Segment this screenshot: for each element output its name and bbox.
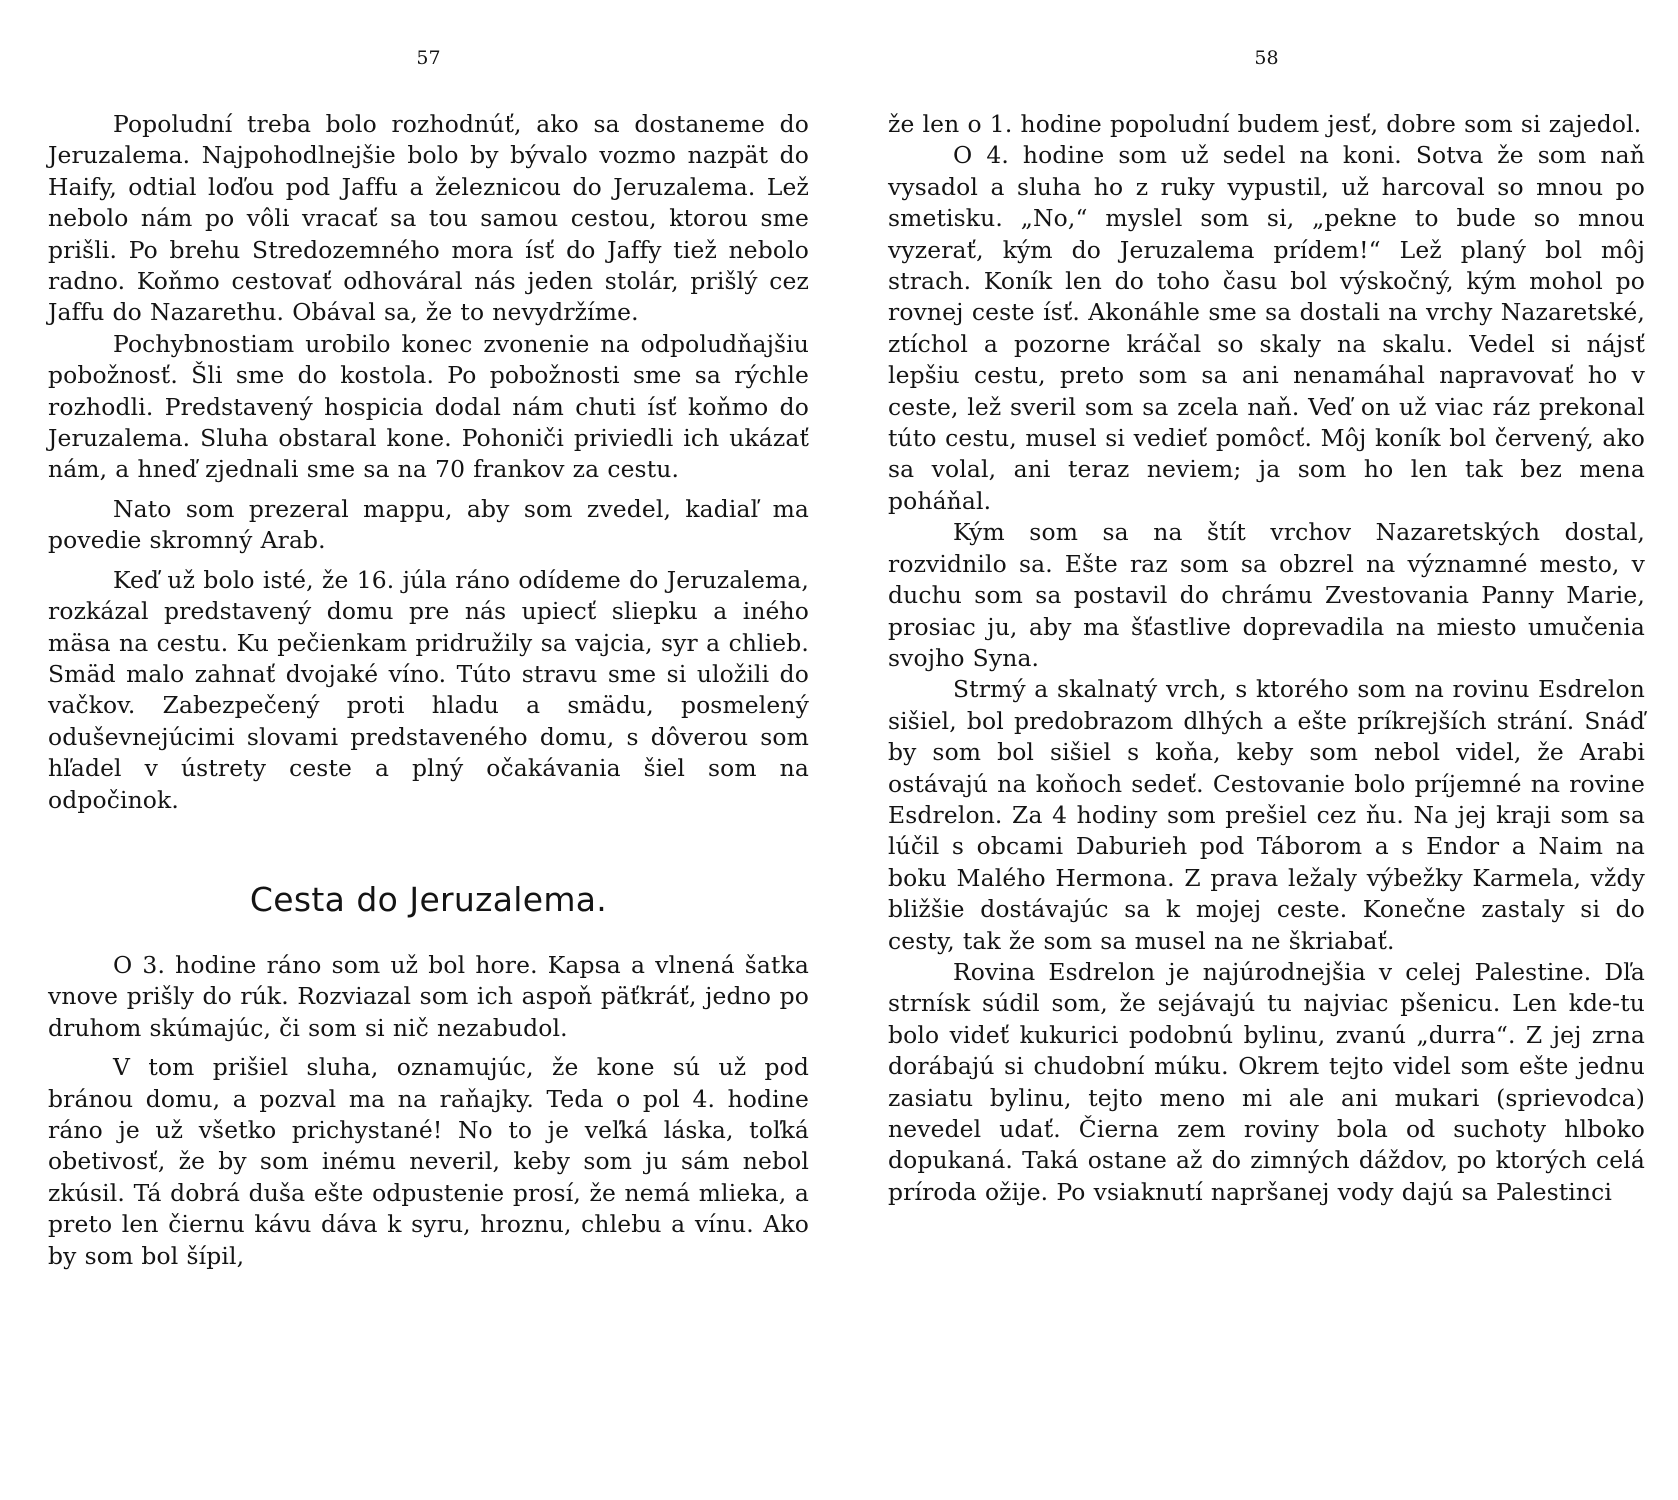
paragraph: Keď už bolo isté, že 16. júla ráno odídeme do Jeruzalema, rozkázal predstavený domu pre nás upiecť sliepku a iného mäsa na cestu. Ku pečienkam pridružily sa vajcia, syr a chlieb. Smäd malo zahnať dvojaké víno. Túto stravu sme si uložili do vačkov. Zabezpečený proti hladu a smädu, posmelený oduševnejúcimi slovami predstaveného domu, s dôverou som hľadel v ústrety ceste a plný očakávania šiel som na odpočinok. [48,565,809,814]
paragraph: Popoludní treba bolo rozhodnúť, ako sa dostaneme do Jeruzalema. Najpohodlnejšie bolo by bývalo vozmo nazpät do Haify, odtial loďou pod Jaffu a železnicou do Jeruzalema. Lež nebolo nám po vôli vracať sa tou samou cestou, ktorou sme prišli. Po brehu Stredozemného mora ísť do Jaffy tiež nebolo radno. Koňmo cestovať odhováral nás jeden stolár, prišlý cez Jaffu do Nazarethu. Obával sa, že to nevydržíme. [48,110,809,327]
page-number-right: 58 [1254,47,1279,69]
paragraph: O 4. hodine som už sedel na koni. Sotva že som naň vysadol a sluha ho z ruky vypustil, už harcoval so mnou po smetisku. „No,“ myslel som si, „pekne to bude so mnou vyzerať, kým do Jeruzalema prídem!“ Lež planý bol môj strach. Koník len do toho času bol výskočný, kým mohol po rovnej ceste ísť. Akonáhle sme sa dostali na vrchy Nazaretské, ztíchol a pozorne kráčal so skaly na skalu. Vedel si nájsť lepšiu cestu, preto som sa ani nenamáhal napravovať ho v ceste, lež sveril som sa zcela naň. Veď on už viac ráz prekonal túto cestu, musel si vedieť pomôcť. Môj koník bol červený, ako sa volal, ani teraz neviem; ja som ho len tak bez mena poháňal. [888,141,1645,515]
paragraph: Rovina Esdrelon je najúrodnejšia v celej Palestine. Dľa strnísk súdil som, že sejávajú tu najviac pšenicu. Len kde-tu bolo videť kukurici podobnú bylinu, zvanú „durra“. Z jej zrna dorábajú si chudobní múku. Okrem tejto videl som ešte jednu zasiatu bylinu, tejto meno mi ale ani mukari (sprievodca) nevedel udať. Čierna zem roviny bola od suchoty hlboko dopukaná. Taká ostane až do zimných dáždov, po ktorých celá príroda ožije. Po vsiaknutí napršanej vody dajú sa Palestinci [888,957,1645,1206]
right-page-text [888,109,1645,1208]
paragraph: Strmý a skalnatý vrch, s ktorého som na rovinu Esdrelon sišiel, bol predobrazom dlhých a ešte príkrejších strání. Snáď by som bol sišiel s koňa, keby som nebol videl, že Arabi ostávajú na koňoch sedeť. Cestovanie bolo príjemné na rovine Esdrelon. Za 4 hodiny som prešiel cez ňu. Na jej kraji som sa lúčil s obcami Daburieh pod Táborom a s Endor a Naim na boku Malého Hermona. Z prava ležaly výbežky Karmela, vždy bližšie dostávajúc sa k mojej ceste. Konečne zastaly si do cesty, tak že som sa musel na ne škriabať. [888,675,1645,955]
section-heading: Cesta do Jeruzalema. [249,879,608,919]
page-number-left: 57 [416,47,441,69]
paragraph: Nato som prezeral mappu, aby som zvedel, kadiaľ ma povedie skromný Arab. [48,494,809,555]
paragraph: Kým som sa na štít vrchov Nazaretských dostal, rozvidnilo sa. Ešte raz som sa obzrel na významné mesto, v duchu som sa postavil do chrámu Zvestovania Panny Marie, prosiac ju, aby ma šťastlive doprevadila na miesto umučenia svojho Syna. [888,518,1645,672]
left-page [48,0,809,1500]
paragraph: V tom prišiel sluha, oznamujúc, že kone sú už pod bránou domu, a pozval ma na raňajky. Teda o pol 4. hodine ráno je už všetko prichystané! No to je veľká láska, toľká obetivosť, že by som inému neveril, keby som ju sám nebol zkúsil. Tá dobrá duša ešte odpustenie prosí, že nemá mlieka, a preto len čiernu kávu dáva k syru, hroznu, chlebu a vínu. Ako by som bol šípil, [48,1053,809,1270]
right-page [888,0,1645,1500]
paragraph: Pochybnostiam urobilo konec zvonenie na odpoludňajšiu pobožnosť. Šli sme do kostola. Po pobožnosti sme sa rýchle rozhodli. Predstavený hospicia dodal nám chuti ísť koňmo do Jeruzalema. Sluha obstaral kone. Pohoniči priviedli ich ukázať nám, a hneď zjednali sme sa na 70 frankov za cestu. [48,329,809,484]
paragraph: že len o 1. hodine popoludní budem jesť, dobre som si zajedol. [888,110,1642,138]
paragraph: O 3. hodine ráno som už bol hore. Kapsa a vlnená šatka vnove prišly do rúk. Rozviazal som ich aspoň päťkráť, jedno po druhom skúmajúc, či som si nič nezabudol. [48,950,809,1042]
left-page-text [48,109,809,1272]
